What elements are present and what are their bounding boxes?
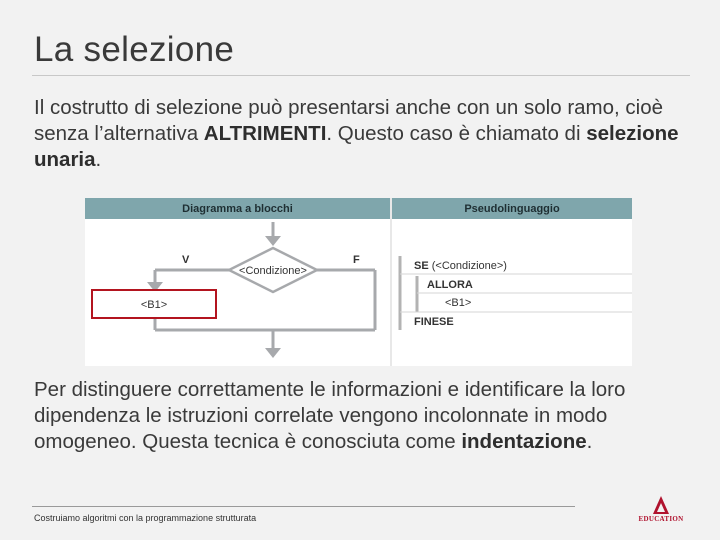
true-label: V [182, 254, 190, 266]
selection-figure [85, 198, 632, 366]
pseudocode-header: Pseudolinguaggio [392, 198, 632, 219]
intro-bold-selezione-unaria: selezione unaria [34, 122, 679, 171]
pseudo-line-b1: <B1> [445, 297, 472, 309]
pseudo-line-finese: FINESE [414, 316, 454, 328]
exit-arrow-icon [265, 348, 281, 358]
intro-text-3: . [95, 148, 102, 171]
figure-drawing [85, 198, 632, 366]
pseudo-condition: (<Condizione>) [428, 260, 507, 272]
pseudo-line-allora: ALLORA [427, 279, 473, 291]
pseudocode [400, 256, 632, 330]
outro-text-1: Per distinguere correttamente le informazioni e identificare la loro dipendenza le istruzioni correlate vengono incolonnate in modo omogeneo. Questa tecnica è conosciuta come [34, 378, 626, 453]
outro-paragraph [34, 377, 684, 455]
intro-text-1: Il costrutto di selezione può presentarsi anche con un solo ramo, cioè senza l’alternativa [34, 96, 664, 145]
pseudo-keyword-se: SE [414, 260, 429, 272]
diagram-header: Diagramma a blocchi [85, 198, 390, 219]
title-divider [32, 75, 690, 76]
slide-title: La selezione [34, 30, 235, 69]
footer-divider [32, 506, 575, 507]
condition-label: <Condizione> [239, 265, 307, 277]
footer-text: Costruiamo algoritmi con la programmazione strutturata [34, 513, 257, 523]
publisher-logo-text: EDUCATION [638, 515, 684, 523]
intro-paragraph [34, 95, 684, 173]
intro-bold-altrimenti: ALTRIMENTI [203, 122, 327, 145]
false-label: F [353, 254, 360, 266]
outro-bold-indentazione: indentazione [461, 430, 587, 453]
intro-text-2: . Questo caso è chiamato di [326, 122, 587, 145]
outro-text-2: . [586, 430, 593, 453]
instruction-block-label: <B1> [140, 299, 168, 311]
pseudo-line-1 [414, 260, 507, 272]
entry-arrow-icon [265, 236, 281, 246]
